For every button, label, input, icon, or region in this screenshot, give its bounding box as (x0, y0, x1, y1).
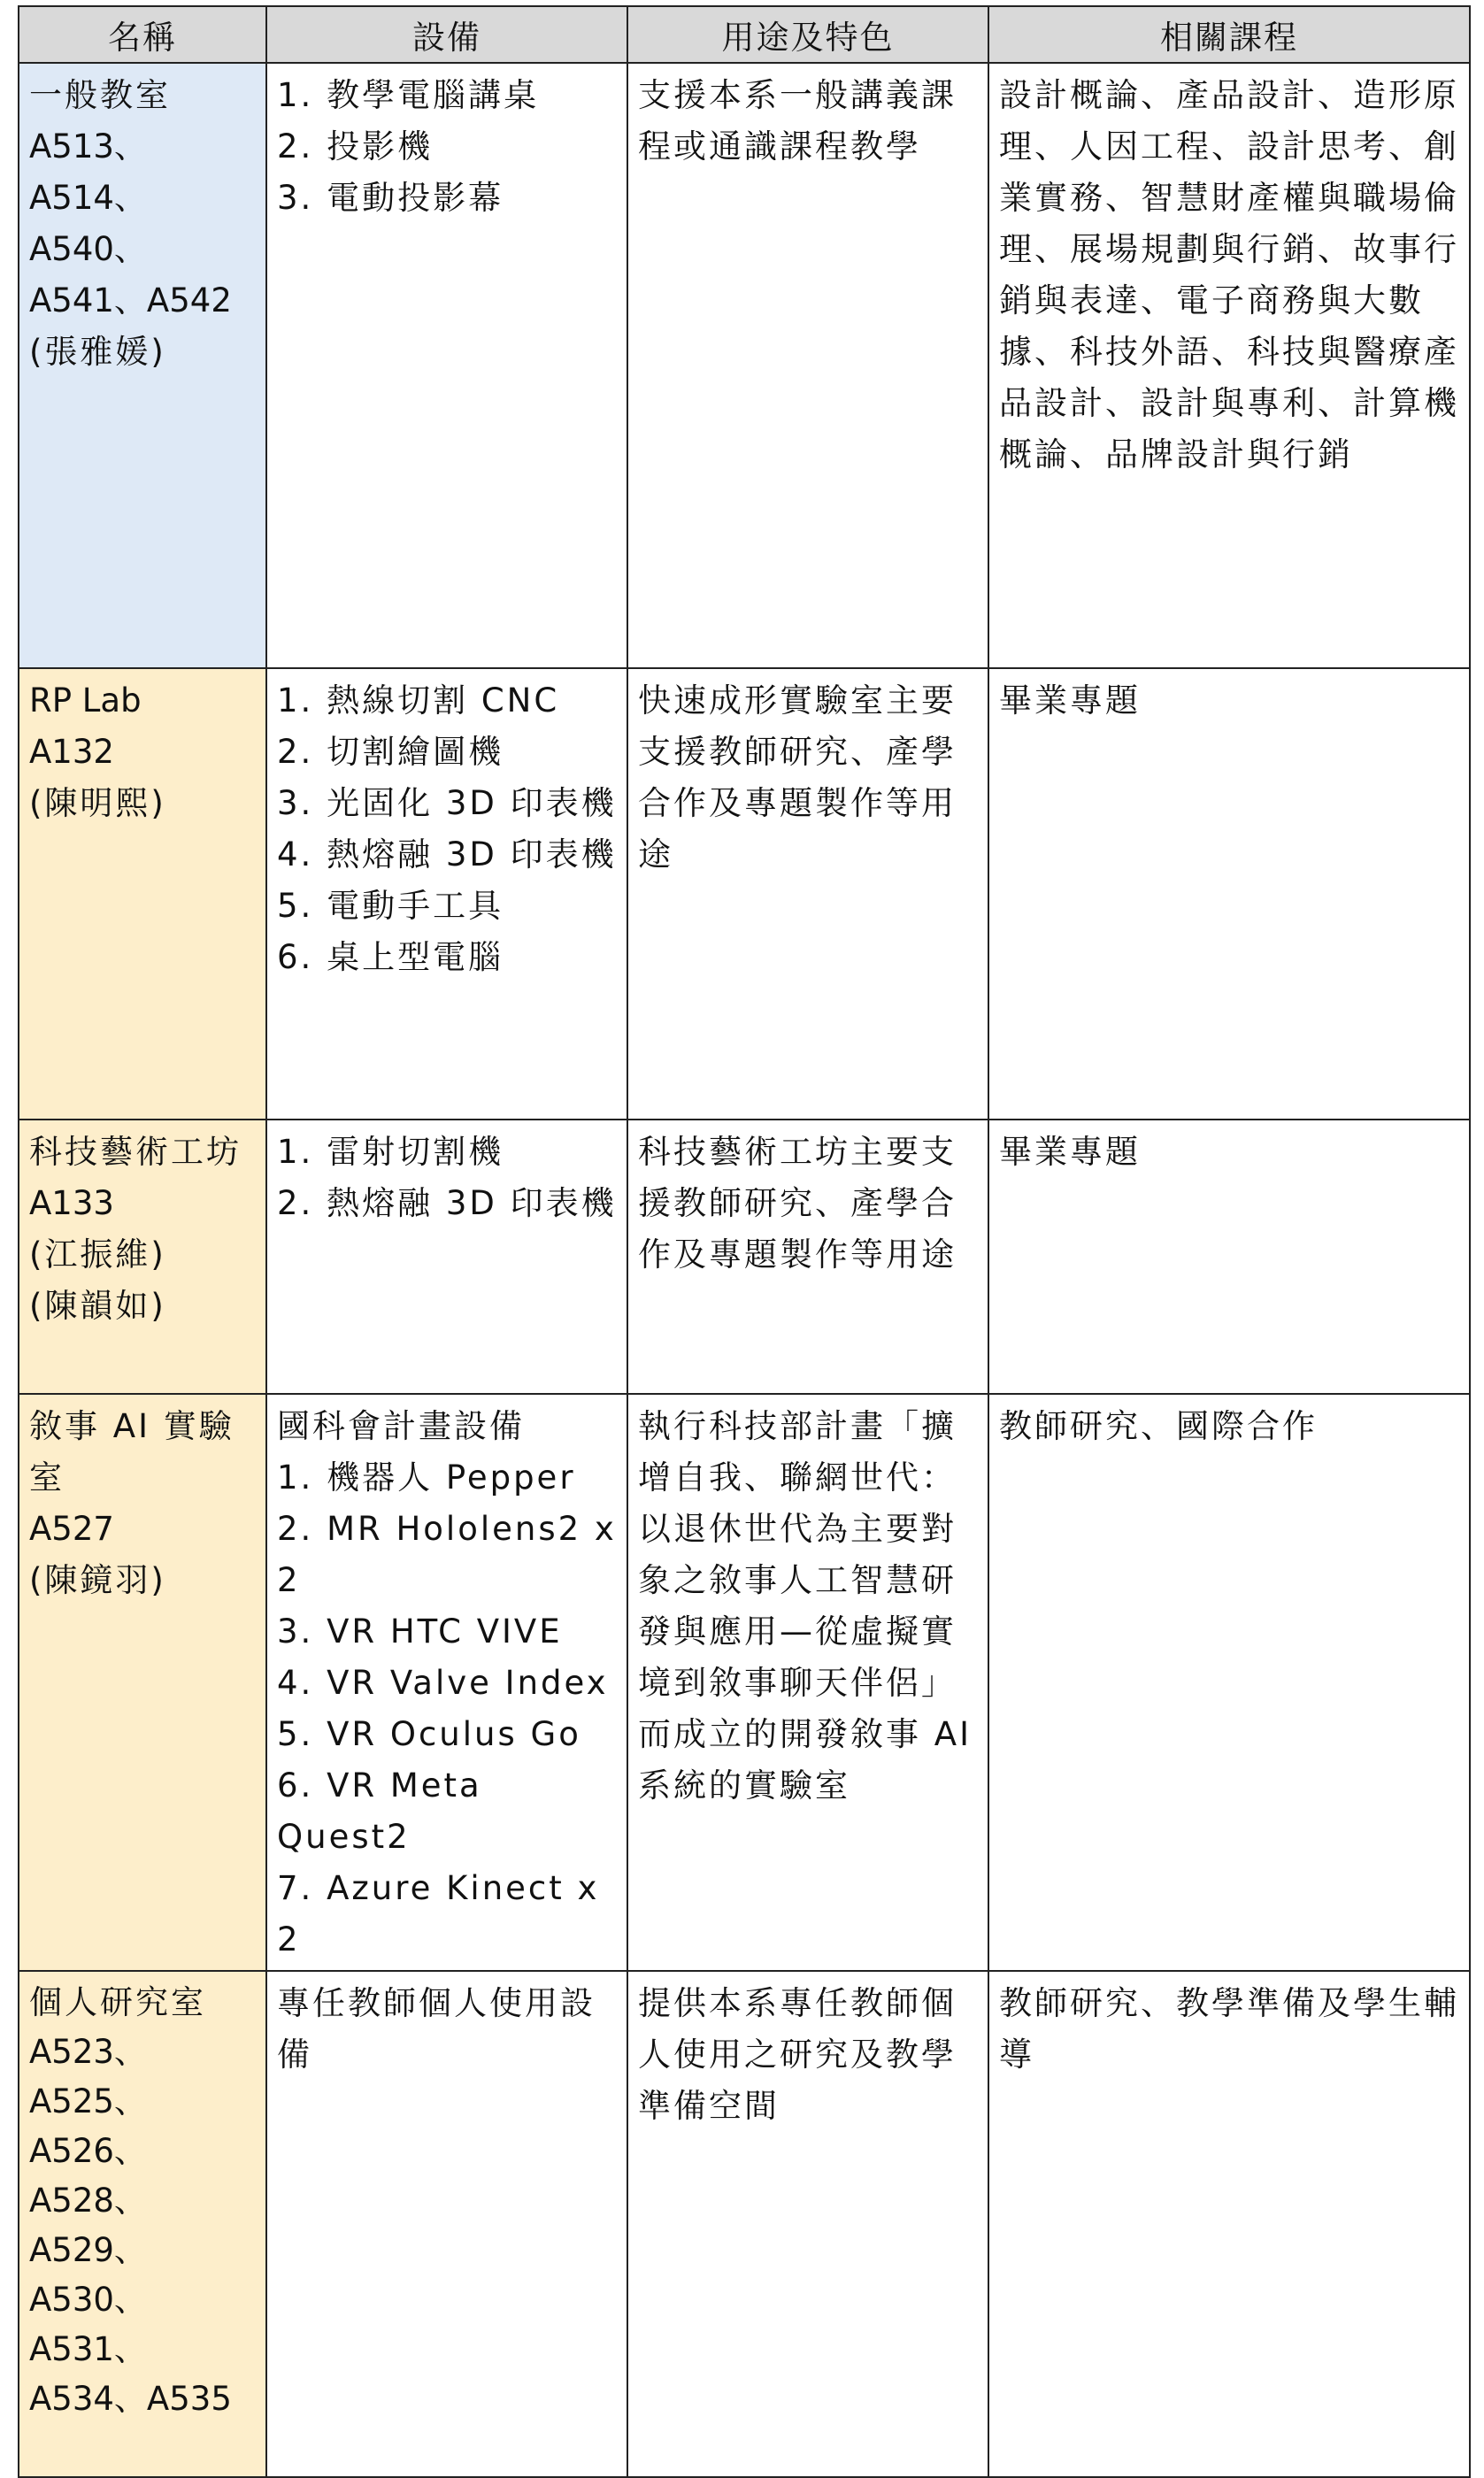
room-name-line: A541、A542 (29, 281, 232, 319)
equipment-cell (266, 63, 627, 668)
table-header-row (19, 6, 1470, 63)
room-name-line: A132 (29, 733, 114, 771)
courses-cell (988, 668, 1470, 1120)
room-name-line: A534、A535 (29, 2380, 232, 2418)
header-equipment: 設備 (266, 6, 627, 63)
equipment-item: 3. 電動投影幕 (277, 179, 504, 217)
equipment-item: 4. VR Valve Index (277, 1664, 609, 1702)
room-name-cell (19, 668, 266, 1120)
equipment-item: 5. 電動手工具 (277, 887, 504, 925)
room-name-line: A514、 (29, 179, 147, 217)
room-name-line: A513、 (29, 127, 147, 165)
courses-text: 教師研究、教學準備及學生輔導 (999, 1984, 1459, 2074)
equipment-item: 1. 機器人 Pepper (277, 1458, 576, 1497)
room-manager: (張雅媛) (29, 333, 166, 371)
purpose-text: 提供本系專任教師個人使用之研究及教學準備空間 (638, 1984, 957, 2125)
table-row (19, 1394, 1470, 1971)
room-name-line: 科技藝術工坊 (29, 1133, 242, 1171)
header-purpose: 用途及特色 (627, 6, 988, 63)
courses-text: 設計概論、產品設計、造形原理、人因工程、設計思考、創業實務、智慧財產權與職場倫理、展場規劃與行銷、故事行銷與表達、電子商務與大數據、科技外語、科技與醫療產品設計、設計與專利、計算機概論、品牌設計與行銷 (999, 76, 1459, 473)
courses-cell (988, 1394, 1470, 1971)
equipment-item: 2. 熱熔融 3D 印表機 (277, 1184, 617, 1222)
equipment-item: 6. 桌上型電腦 (277, 938, 504, 976)
room-name-cell (19, 1120, 266, 1394)
courses-text: 畢業專題 (999, 681, 1141, 720)
courses-text: 畢業專題 (999, 1133, 1141, 1171)
room-name-line: A531、 (29, 2330, 147, 2368)
courses-cell (988, 1971, 1470, 2477)
purpose-text: 支援本系一般講義課程或通識課程教學 (638, 76, 957, 165)
table-row (19, 1120, 1470, 1394)
purpose-cell (627, 1394, 988, 1971)
table-row (19, 1971, 1470, 2477)
courses-cell (988, 63, 1470, 668)
purpose-cell (627, 63, 988, 668)
room-manager: (陳鏡羽) (29, 1561, 166, 1599)
facilities-table (18, 5, 1471, 2478)
room-name-line: A529、 (29, 2231, 147, 2269)
purpose-cell (627, 1971, 988, 2477)
equipment-item: 3. VR HTC VIVE (277, 1612, 563, 1651)
purpose-text: 快速成形實驗室主要支援教師研究、產學合作及專題製作等用途 (638, 681, 957, 873)
table-row (19, 668, 1470, 1120)
courses-cell (988, 1120, 1470, 1394)
room-name-line: 敘事 AI 實驗室 (29, 1407, 235, 1497)
facilities-table-wrapper (18, 5, 1471, 2478)
equipment-item: 5. VR Oculus Go (277, 1715, 581, 1753)
purpose-cell (627, 1120, 988, 1394)
room-name-line: A530、 (29, 2281, 147, 2319)
header-name: 名稱 (19, 6, 266, 63)
room-manager: (陳明熙) (29, 784, 166, 822)
room-name-line: A526、 (29, 2132, 147, 2170)
equipment-item: 2. MR Hololens2 x 2 (277, 1510, 617, 1599)
equipment-item: 1. 教學電腦講桌 (277, 76, 540, 114)
room-manager: (陳韻如) (29, 1287, 166, 1325)
header-courses: 相關課程 (988, 6, 1470, 63)
equipment-cell (266, 668, 627, 1120)
equipment-item: 4. 熱熔融 3D 印表機 (277, 835, 617, 873)
room-name-line: A540、 (29, 230, 147, 268)
room-name-line: A525、 (29, 2082, 147, 2120)
equipment-item: 3. 光固化 3D 印表機 (277, 784, 617, 822)
room-name-line: A523、 (29, 2033, 147, 2071)
room-name-cell (19, 1394, 266, 1971)
equipment-item: 6. VR Meta Quest2 (277, 1766, 482, 1856)
equipment-item: 7. Azure Kinect x 2 (277, 1869, 600, 1959)
equipment-cell (266, 1394, 627, 1971)
courses-text: 教師研究、國際合作 (999, 1407, 1318, 1445)
room-name-line: A527 (29, 1510, 114, 1548)
room-name-cell (19, 1971, 266, 2477)
room-name-line: 個人研究室 (29, 1983, 206, 2021)
equipment-heading: 國科會計畫設備 (277, 1407, 525, 1445)
equipment-cell (266, 1120, 627, 1394)
room-name-cell (19, 63, 266, 668)
room-name-line: RP Lab (29, 681, 142, 720)
equipment-item: 1. 熱線切割 CNC (277, 681, 560, 720)
purpose-text: 執行科技部計畫「擴增自我、聯網世代：以退休世代為主要對象之敘事人工智慧研發與應用—從虛擬實境到敘事聊天伴侶」而成立的開發敘事 AI 系統的實驗室 (638, 1407, 972, 1805)
table-row (19, 63, 1470, 668)
purpose-cell (627, 668, 988, 1120)
equipment-item: 專任教師個人使用設備 (277, 1984, 596, 2074)
room-manager: (江振維) (29, 1235, 166, 1274)
equipment-cell (266, 1971, 627, 2477)
purpose-text: 科技藝術工坊主要支援教師研究、產學合作及專題製作等用途 (638, 1133, 957, 1274)
equipment-item: 1. 雷射切割機 (277, 1133, 504, 1171)
equipment-item: 2. 投影機 (277, 127, 434, 165)
room-name-line: A133 (29, 1184, 114, 1222)
room-name-line: A528、 (29, 2182, 147, 2220)
room-name-line: 一般教室 (29, 76, 171, 114)
equipment-item: 2. 切割繪圖機 (277, 733, 504, 771)
